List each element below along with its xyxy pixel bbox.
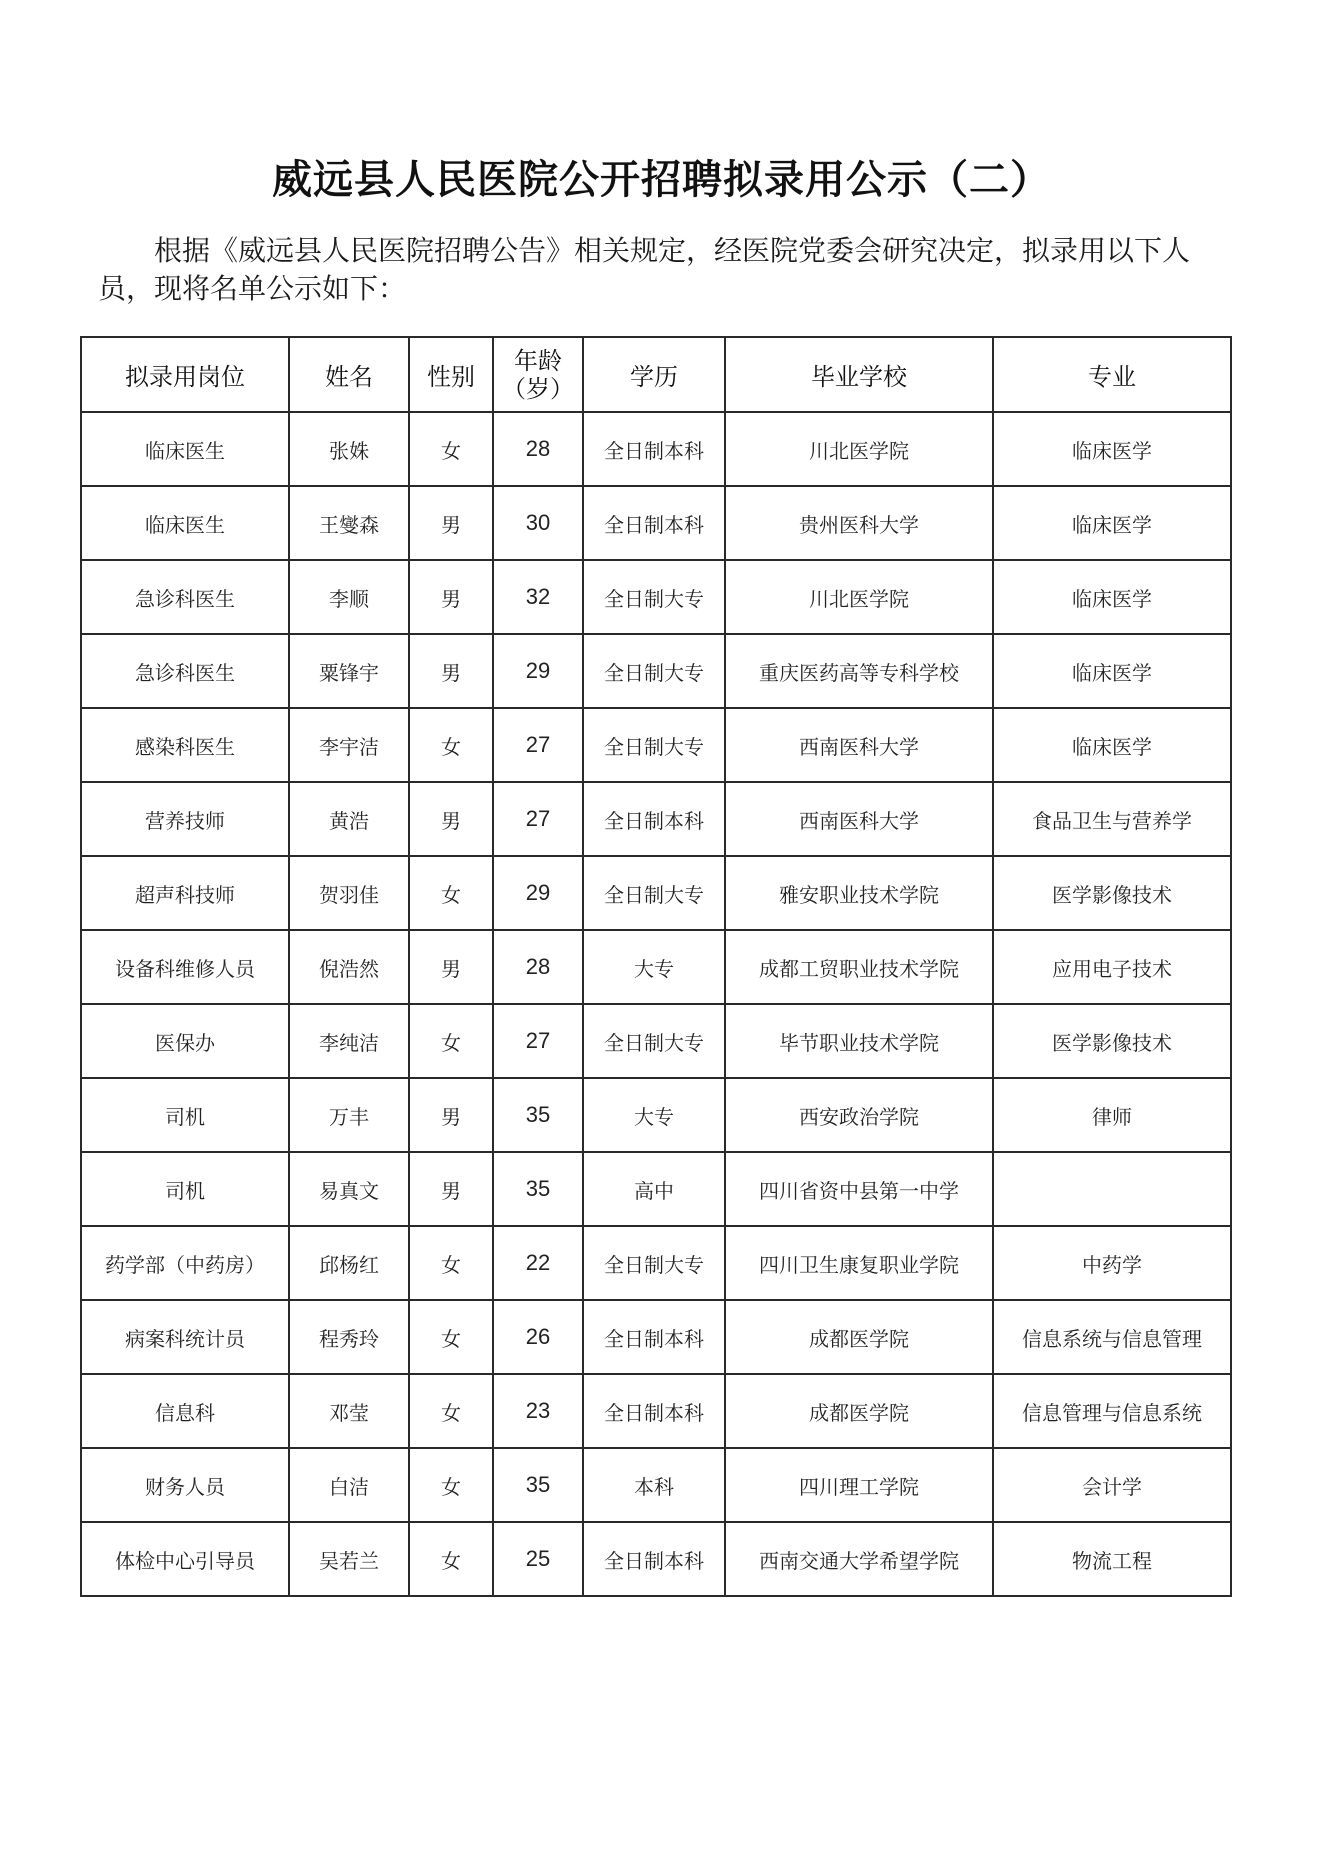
- cell-age: 29: [493, 634, 583, 708]
- cell-education: 大专: [583, 1078, 725, 1152]
- cell-age: 22: [493, 1226, 583, 1300]
- cell-position: 病案科统计员: [81, 1300, 289, 1374]
- cell-gender: 男: [409, 486, 493, 560]
- cell-position: 司机: [81, 1078, 289, 1152]
- cell-gender: 女: [409, 1522, 493, 1596]
- cell-position: 营养技师: [81, 782, 289, 856]
- cell-age: 27: [493, 1004, 583, 1078]
- cell-education: 全日制大专: [583, 560, 725, 634]
- cell-education: 全日制大专: [583, 1226, 725, 1300]
- cell-major: 信息管理与信息系统: [993, 1374, 1231, 1448]
- cell-major: 会计学: [993, 1448, 1231, 1522]
- cell-education: 全日制本科: [583, 486, 725, 560]
- cell-education: 全日制大专: [583, 1004, 725, 1078]
- cell-gender: 女: [409, 708, 493, 782]
- cell-major: 应用电子技术: [993, 930, 1231, 1004]
- intro-text: 根据《威远县人民医院招聘公告》相关规定，经医院党委会研究决定，拟录用以下人员，现将名单公示如下：: [98, 234, 1191, 305]
- table-row: [81, 1448, 1231, 1522]
- intro-paragraph: [98, 232, 1238, 308]
- cell-age: 35: [493, 1448, 583, 1522]
- cell-name: 王燮森: [289, 486, 409, 560]
- cell-age: 32: [493, 560, 583, 634]
- cell-position: 临床医生: [81, 412, 289, 486]
- cell-name: 万丰: [289, 1078, 409, 1152]
- cell-age: 28: [493, 930, 583, 1004]
- table-row: [81, 1374, 1231, 1448]
- cell-name: 程秀玲: [289, 1300, 409, 1374]
- table-row: [81, 634, 1231, 708]
- table-header-row: [81, 337, 1231, 412]
- cell-education: 高中: [583, 1152, 725, 1226]
- header-school: 毕业学校: [725, 337, 993, 412]
- table-row: [81, 486, 1231, 560]
- cell-education: 全日制本科: [583, 1522, 725, 1596]
- cell-major: 临床医学: [993, 560, 1231, 634]
- cell-education: 本科: [583, 1448, 725, 1522]
- cell-gender: 女: [409, 1300, 493, 1374]
- table-row: [81, 1300, 1231, 1374]
- cell-major: 中药学: [993, 1226, 1231, 1300]
- document-title: 威远县人民医院公开招聘拟录用公示（二）: [272, 156, 1051, 203]
- header-gender: 性别: [409, 337, 493, 412]
- table-row: [81, 782, 1231, 856]
- cell-age: 29: [493, 856, 583, 930]
- cell-name: 李顺: [289, 560, 409, 634]
- cell-education: 全日制大专: [583, 634, 725, 708]
- cell-position: 临床医生: [81, 486, 289, 560]
- cell-gender: 男: [409, 930, 493, 1004]
- cell-major: 物流工程: [993, 1522, 1231, 1596]
- cell-age: 28: [493, 412, 583, 486]
- cell-age: 25: [493, 1522, 583, 1596]
- table-row: [81, 708, 1231, 782]
- header-position: 拟录用岗位: [81, 337, 289, 412]
- cell-gender: 女: [409, 1226, 493, 1300]
- header-age-unit: （岁）: [502, 374, 574, 403]
- cell-name: 黄浩: [289, 782, 409, 856]
- cell-name: 李纯洁: [289, 1004, 409, 1078]
- cell-major: 临床医学: [993, 634, 1231, 708]
- cell-major: 信息系统与信息管理: [993, 1300, 1231, 1374]
- cell-age: 27: [493, 708, 583, 782]
- cell-position: 急诊科医生: [81, 560, 289, 634]
- cell-position: 药学部（中药房）: [81, 1226, 289, 1300]
- cell-position: 设备科维修人员: [81, 930, 289, 1004]
- table-body: [81, 412, 1231, 1596]
- cell-age: 26: [493, 1300, 583, 1374]
- cell-major: 医学影像技术: [993, 1004, 1231, 1078]
- cell-major: 临床医学: [993, 708, 1231, 782]
- cell-name: 白洁: [289, 1448, 409, 1522]
- table-row: [81, 1522, 1231, 1596]
- cell-gender: 女: [409, 1448, 493, 1522]
- cell-gender: 男: [409, 1152, 493, 1226]
- cell-school: 西安政治学院: [725, 1078, 993, 1152]
- cell-major: 律师: [993, 1078, 1231, 1152]
- cell-age: 30: [493, 486, 583, 560]
- cell-gender: 女: [409, 1004, 493, 1078]
- table-row: [81, 560, 1231, 634]
- cell-major: 临床医学: [993, 486, 1231, 560]
- cell-name: 李宇洁: [289, 708, 409, 782]
- cell-position: 感染科医生: [81, 708, 289, 782]
- cell-position: 急诊科医生: [81, 634, 289, 708]
- cell-education: 全日制本科: [583, 1374, 725, 1448]
- cell-school: 四川省资中县第一中学: [725, 1152, 993, 1226]
- cell-gender: 男: [409, 782, 493, 856]
- cell-education: 大专: [583, 930, 725, 1004]
- cell-school: 重庆医药高等专科学校: [725, 634, 993, 708]
- cell-education: 全日制本科: [583, 412, 725, 486]
- cell-position: 司机: [81, 1152, 289, 1226]
- cell-school: 西南医科大学: [725, 782, 993, 856]
- cell-name: 易真文: [289, 1152, 409, 1226]
- cell-gender: 女: [409, 1374, 493, 1448]
- cell-name: 吴若兰: [289, 1522, 409, 1596]
- table-row: [81, 1078, 1231, 1152]
- cell-gender: 女: [409, 856, 493, 930]
- cell-school: 西南交通大学希望学院: [725, 1522, 993, 1596]
- cell-position: 医保办: [81, 1004, 289, 1078]
- cell-education: 全日制本科: [583, 1300, 725, 1374]
- cell-name: 张姝: [289, 412, 409, 486]
- cell-name: 邓莹: [289, 1374, 409, 1448]
- cell-school: 四川理工学院: [725, 1448, 993, 1522]
- cell-name: 贺羽佳: [289, 856, 409, 930]
- hiring-roster-table: [80, 336, 1232, 1597]
- cell-school: 成都工贸职业技术学院: [725, 930, 993, 1004]
- cell-school: 贵州医科大学: [725, 486, 993, 560]
- cell-school: 西南医科大学: [725, 708, 993, 782]
- cell-gender: 男: [409, 1078, 493, 1152]
- cell-gender: 女: [409, 412, 493, 486]
- table-row: [81, 856, 1231, 930]
- cell-major: 医学影像技术: [993, 856, 1231, 930]
- cell-school: 毕节职业技术学院: [725, 1004, 993, 1078]
- cell-school: 成都医学院: [725, 1300, 993, 1374]
- cell-school: 成都医学院: [725, 1374, 993, 1448]
- cell-position: 超声科技师: [81, 856, 289, 930]
- cell-school: 四川卫生康复职业学院: [725, 1226, 993, 1300]
- cell-age: 23: [493, 1374, 583, 1448]
- table-row: [81, 412, 1231, 486]
- cell-school: 川北医学院: [725, 560, 993, 634]
- cell-name: 倪浩然: [289, 930, 409, 1004]
- header-age: [493, 337, 583, 412]
- cell-major: 临床医学: [993, 412, 1231, 486]
- cell-school: 川北医学院: [725, 412, 993, 486]
- cell-age: 35: [493, 1078, 583, 1152]
- table-row: [81, 1226, 1231, 1300]
- cell-major: 食品卫生与营养学: [993, 782, 1231, 856]
- cell-position: 财务人员: [81, 1448, 289, 1522]
- table-row: [81, 930, 1231, 1004]
- cell-education: 全日制大专: [583, 856, 725, 930]
- cell-gender: 男: [409, 560, 493, 634]
- table-row: [81, 1152, 1231, 1226]
- cell-education: 全日制本科: [583, 782, 725, 856]
- cell-education: 全日制大专: [583, 708, 725, 782]
- cell-age: 35: [493, 1152, 583, 1226]
- cell-position: 体检中心引导员: [81, 1522, 289, 1596]
- header-education: 学历: [583, 337, 725, 412]
- header-name: 姓名: [289, 337, 409, 412]
- cell-position: 信息科: [81, 1374, 289, 1448]
- cell-gender: 男: [409, 634, 493, 708]
- cell-major: [993, 1152, 1231, 1226]
- cell-name: 粟锋宇: [289, 634, 409, 708]
- cell-name: 邱杨红: [289, 1226, 409, 1300]
- cell-age: 27: [493, 782, 583, 856]
- table-row: [81, 1004, 1231, 1078]
- header-age-label: 年龄: [514, 346, 562, 375]
- header-major: 专业: [993, 337, 1231, 412]
- cell-school: 雅安职业技术学院: [725, 856, 993, 930]
